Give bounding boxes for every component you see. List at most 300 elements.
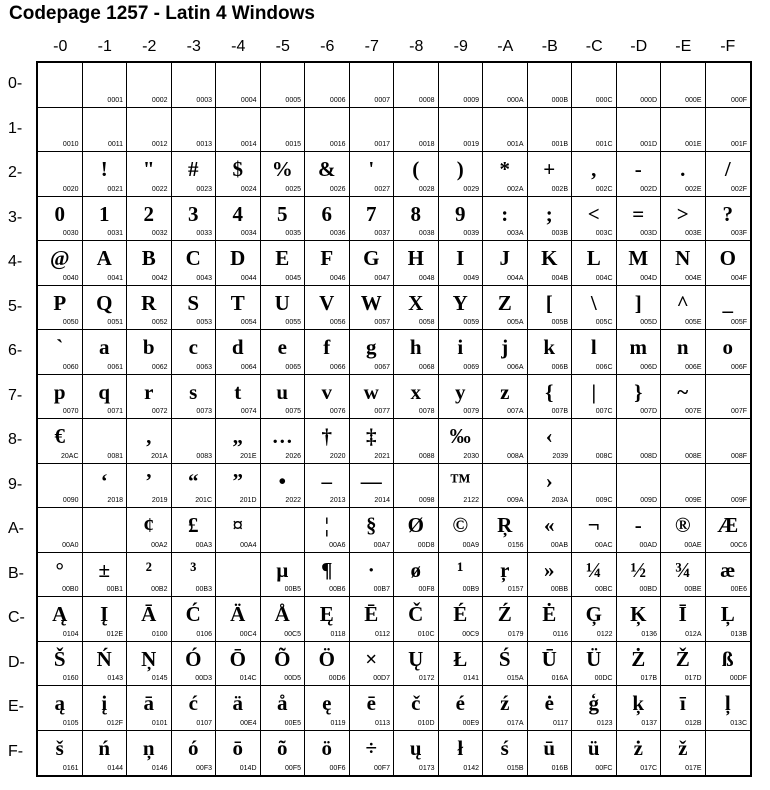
char-cell [83,197,128,242]
char-cell [172,152,217,197]
column-header: -E [675,38,692,55]
unicode-code: 00BC [594,586,613,593]
char-cell [528,330,573,375]
unicode-code: 0064 [240,363,257,371]
unicode-code: 0008 [418,96,435,104]
unicode-code: 006A [507,363,524,371]
char-cell [617,152,662,197]
char-cell [572,731,617,776]
char-glyph: Ļ [720,602,735,626]
unicode-code: 2030 [463,452,479,460]
unicode-code: 0058 [418,319,435,326]
char-glyph: × [365,646,378,671]
unicode-code: 003B [551,230,568,237]
char-glyph: 6 [321,201,332,226]
char-cell [439,597,484,642]
unicode-code: 2039 [552,452,568,460]
char-cell [394,63,439,108]
char-glyph: » [544,557,555,582]
char-glyph: ’ [145,468,153,493]
char-cell [350,686,395,731]
unicode-code: 0043 [196,274,212,282]
char-glyph: Ł [453,646,468,671]
unicode-code: 005D [640,319,657,326]
char-cell [706,464,751,509]
char-cell [38,286,83,331]
char-glyph: ó [188,735,199,760]
unicode-code: 2026 [285,452,301,460]
char-glyph: h [409,335,422,359]
char-cell [350,241,395,286]
unicode-code: 00E6 [730,586,747,593]
unicode-code: 00E4 [240,719,257,727]
char-cell [661,508,706,553]
unicode-code: 006B [551,363,568,371]
char-cell [216,241,261,286]
unicode-code: 2019 [151,497,168,504]
unicode-code: 0146 [151,765,168,772]
char-cell [38,419,83,464]
unicode-code: 2018 [107,497,123,504]
char-glyph: G [363,246,380,270]
char-glyph: t [234,379,242,404]
char-cell [216,731,261,776]
char-glyph: Ų [408,646,424,671]
char-cell [661,553,706,598]
unicode-code: 0030 [62,230,79,237]
char-cell [83,330,128,375]
unicode-code: 00B2 [151,586,168,593]
char-cell [572,419,617,464]
char-glyph: ° [55,557,64,582]
unicode-code: 000E [685,96,702,104]
unicode-code: 0002 [151,96,168,104]
char-glyph: x [410,379,421,404]
unicode-code: 00D7 [373,675,390,682]
char-cell [439,197,484,242]
char-glyph: Ś [498,646,511,671]
unicode-code: 00E9 [462,719,479,727]
unicode-code: 016A [551,675,568,682]
char-cell [172,375,217,420]
unicode-code: 00E5 [284,719,301,727]
unicode-code: 00AB [550,541,568,549]
unicode-code: 00AC [594,541,613,549]
unicode-code: 00B7 [373,586,390,593]
unicode-code: 0003 [196,96,212,104]
char-glyph: Ž [675,646,690,671]
row-header: 0- [8,75,23,92]
char-cell [261,241,306,286]
unicode-code: 0035 [285,230,301,237]
char-glyph: - [634,157,642,181]
char-cell [528,63,573,108]
char-cell [261,152,306,197]
char-glyph: ³ [190,557,197,582]
unicode-code: 0137 [641,719,657,727]
char-glyph: y [455,379,466,404]
char-glyph: { [545,379,554,404]
unicode-code: 0118 [330,630,346,638]
char-glyph: O [719,246,736,270]
char-glyph: ā [143,691,154,715]
char-cell [706,330,751,375]
unicode-code: 0101 [151,719,168,727]
char-glyph: } [634,379,643,404]
row-header: 6- [8,342,23,359]
char-glyph: Č [408,602,424,626]
row-header: 3- [8,208,23,226]
unicode-code: 015A [507,675,524,682]
char-glyph: ¼ [585,557,602,582]
char-cell [305,731,350,776]
char-glyph: Q [96,290,113,315]
unicode-code: 00F8 [418,586,435,593]
char-cell [350,330,395,375]
char-cell [706,553,751,598]
char-cell [172,642,217,687]
char-cell [83,508,128,553]
char-cell [305,108,350,153]
unicode-code: 0033 [196,230,212,237]
unicode-code: 0040 [62,274,79,282]
unicode-code: 0020 [62,185,79,193]
char-cell [261,508,306,553]
unicode-code: 0060 [62,363,79,371]
char-cell [394,553,439,598]
char-cell [127,508,172,553]
unicode-code: 000D [640,96,657,104]
row-header: 1- [8,119,23,137]
char-glyph: ¶ [321,557,333,582]
char-cell [617,464,662,509]
char-cell [439,553,484,598]
char-glyph: Z [497,290,512,315]
row-header: E- [8,698,24,715]
char-glyph: M [628,246,649,270]
char-cell [572,553,617,598]
char-glyph: ė [544,691,554,715]
char-cell [439,464,484,509]
char-cell [261,642,306,687]
char-glyph: µ [276,557,289,582]
char-glyph: ` [56,335,64,359]
unicode-code: 0107 [196,719,212,727]
unicode-code: 00A4 [240,541,257,549]
char-glyph: , [591,157,597,181]
char-cell [38,553,83,598]
unicode-code: 004A [507,274,524,282]
char-cell [572,330,617,375]
char-cell [216,63,261,108]
unicode-code: 00A9 [462,541,479,549]
char-cell [216,330,261,375]
char-glyph: ‹ [545,424,553,448]
unicode-code: 0047 [374,274,390,282]
char-glyph: ™ [449,468,471,493]
unicode-code: 004F [731,274,747,282]
unicode-code: 003E [685,230,702,237]
unicode-code: 0083 [196,452,212,460]
char-glyph: ‚ [145,424,153,448]
char-glyph: š [55,735,64,760]
char-cell [617,419,662,464]
char-cell [439,419,484,464]
unicode-code: 005F [731,319,747,326]
char-cell [617,553,662,598]
unicode-code: 001D [640,141,657,148]
char-glyph: # [188,157,199,181]
char-cell [83,152,128,197]
char-cell [706,286,751,331]
char-glyph: Ø [407,513,424,537]
char-cell [528,642,573,687]
unicode-code: 012B [685,719,702,727]
unicode-code: 201A [151,452,168,460]
unicode-code: 2021 [374,452,390,460]
char-cell [350,419,395,464]
char-glyph: b [142,335,155,359]
unicode-code: 0057 [374,319,390,326]
char-cell [439,241,484,286]
unicode-code: 00B9 [462,586,479,593]
char-cell [261,464,306,509]
char-cell [172,464,217,509]
char-glyph: ½ [630,557,647,582]
char-cell [216,419,261,464]
char-cell [706,63,751,108]
unicode-code: 0025 [285,185,301,193]
char-cell [127,553,172,598]
char-cell [172,330,217,375]
char-cell [350,597,395,642]
unicode-code: 0122 [596,630,613,638]
unicode-code: 00C6 [730,541,747,549]
unicode-code: 0016 [329,141,346,148]
char-glyph: ø [410,557,421,582]
char-glyph: = [632,201,645,226]
char-cell [127,375,172,420]
char-glyph: ² [145,557,152,582]
char-glyph: • [278,468,286,493]
unicode-code: 0006 [329,96,346,104]
unicode-code: 201D [239,497,257,504]
char-glyph: @ [49,246,70,270]
char-glyph: ( [412,157,420,181]
char-cell [439,330,484,375]
char-cell [528,464,573,509]
char-cell [528,286,573,331]
char-cell [572,108,617,153]
char-cell [572,686,617,731]
char-glyph: r [144,379,154,404]
unicode-code: 0015 [285,141,301,148]
unicode-code: 0090 [62,497,79,504]
unicode-code: 0141 [463,675,479,682]
char-cell [350,286,395,331]
char-cell [617,642,662,687]
unicode-code: 0041 [107,274,123,282]
char-cell [83,375,128,420]
char-cell [305,597,350,642]
char-cell [38,63,83,108]
char-glyph: 4 [232,201,243,226]
char-glyph: ; [545,201,553,226]
char-cell [83,642,128,687]
unicode-code: 002F [731,185,747,193]
char-glyph: E [275,246,290,270]
char-cell [216,464,261,509]
char-glyph: Į [100,602,109,626]
unicode-code: 0061 [107,363,123,371]
char-cell [172,63,217,108]
char-glyph: Ö [318,646,335,671]
char-glyph: ¬ [587,513,600,537]
column-header: -D [630,38,648,55]
char-glyph: ö [321,735,332,760]
char-cell [528,375,573,420]
char-glyph: g [366,335,377,359]
unicode-code: 00BD [639,586,657,593]
unicode-code: 00B0 [62,586,79,593]
unicode-code: 0014 [240,141,257,148]
char-cell [439,63,484,108]
unicode-code: 0056 [329,319,346,326]
unicode-code: 0027 [374,185,390,193]
unicode-code: 00A2 [151,541,168,549]
char-cell [483,731,528,776]
unicode-code: 0073 [196,408,212,415]
char-glyph: É [453,602,468,626]
column-header: -0 [53,38,68,55]
row-header: B- [8,564,24,582]
unicode-code: 2022 [285,497,301,504]
char-glyph: ų [409,735,422,760]
char-cell [350,508,395,553]
char-glyph: Ū [541,646,557,671]
char-glyph: ę [322,691,332,715]
char-cell [261,197,306,242]
unicode-code: 0112 [374,630,390,638]
unicode-code: 007F [731,408,747,415]
char-cell [305,464,350,509]
char-glyph: ķ [632,691,645,715]
column-header: -8 [409,38,424,55]
unicode-code: 0039 [463,230,479,237]
unicode-code: 0069 [463,363,479,371]
unicode-code: 0071 [107,408,123,415]
char-glyph: z [500,379,510,404]
char-cell [706,419,751,464]
char-glyph: d [231,335,244,359]
char-glyph: k [543,335,556,359]
char-cell [261,108,306,153]
char-glyph: > [676,201,689,226]
unicode-code: 0055 [285,319,301,326]
unicode-code: 0077 [374,408,390,415]
unicode-code: 001B [551,141,568,148]
unicode-code: 009F [731,497,747,504]
char-cell [572,152,617,197]
char-glyph: : [501,201,509,226]
unicode-code: 014C [239,675,257,682]
char-cell [483,108,528,153]
row-header: 4- [8,253,23,270]
unicode-code: 0067 [374,363,390,371]
char-cell [172,286,217,331]
char-glyph: * [499,157,510,181]
unicode-code: 2014 [374,497,390,504]
char-cell [661,419,706,464]
char-glyph: ¦ [324,513,330,537]
char-cell [216,375,261,420]
char-cell [706,642,751,687]
char-cell [661,464,706,509]
char-cell [394,642,439,687]
char-glyph: ® [674,513,691,537]
char-glyph: Ō [229,646,246,671]
char-cell [394,375,439,420]
char-cell [127,108,172,153]
unicode-code: 0065 [285,363,301,371]
char-cell [706,597,751,642]
char-glyph: ” [232,468,243,493]
unicode-code: 0022 [151,185,168,193]
char-glyph: V [319,290,335,315]
column-headers [38,38,750,58]
char-cell [305,63,350,108]
char-glyph: & [318,157,336,181]
char-glyph: L [586,246,601,270]
char-cell [127,286,172,331]
unicode-code: 0044 [240,274,257,282]
char-cell [83,419,128,464]
char-cell [83,553,128,598]
char-glyph: m [629,335,647,359]
char-glyph: Ź [497,602,512,626]
char-glyph: ÷ [365,735,378,760]
char-glyph: Å [274,602,290,626]
char-cell [305,375,350,420]
char-cell [127,152,172,197]
unicode-code: 00F5 [285,765,301,772]
char-glyph: ] [634,290,642,315]
unicode-code: 00D8 [417,541,435,549]
char-glyph: a [99,335,110,359]
char-glyph: ± [98,557,111,582]
unicode-code: 0081 [107,452,123,460]
char-cell [38,330,83,375]
char-glyph: ż [633,735,643,760]
char-cell [127,731,172,776]
char-cell [350,63,395,108]
char-cell [617,508,662,553]
char-cell [127,241,172,286]
char-glyph: „ [232,424,243,448]
char-glyph: ģ [588,691,599,715]
char-glyph: ļ [724,691,731,715]
char-cell [661,686,706,731]
unicode-code: 0116 [552,630,568,638]
unicode-code: 010D [417,719,435,727]
unicode-code: 0010 [62,141,79,148]
unicode-code: 0172 [418,675,435,682]
char-glyph: [ [545,290,553,315]
unicode-code: 0070 [62,408,79,415]
char-glyph: f [323,335,331,359]
char-cell [38,375,83,420]
unicode-code: 005C [595,319,613,326]
